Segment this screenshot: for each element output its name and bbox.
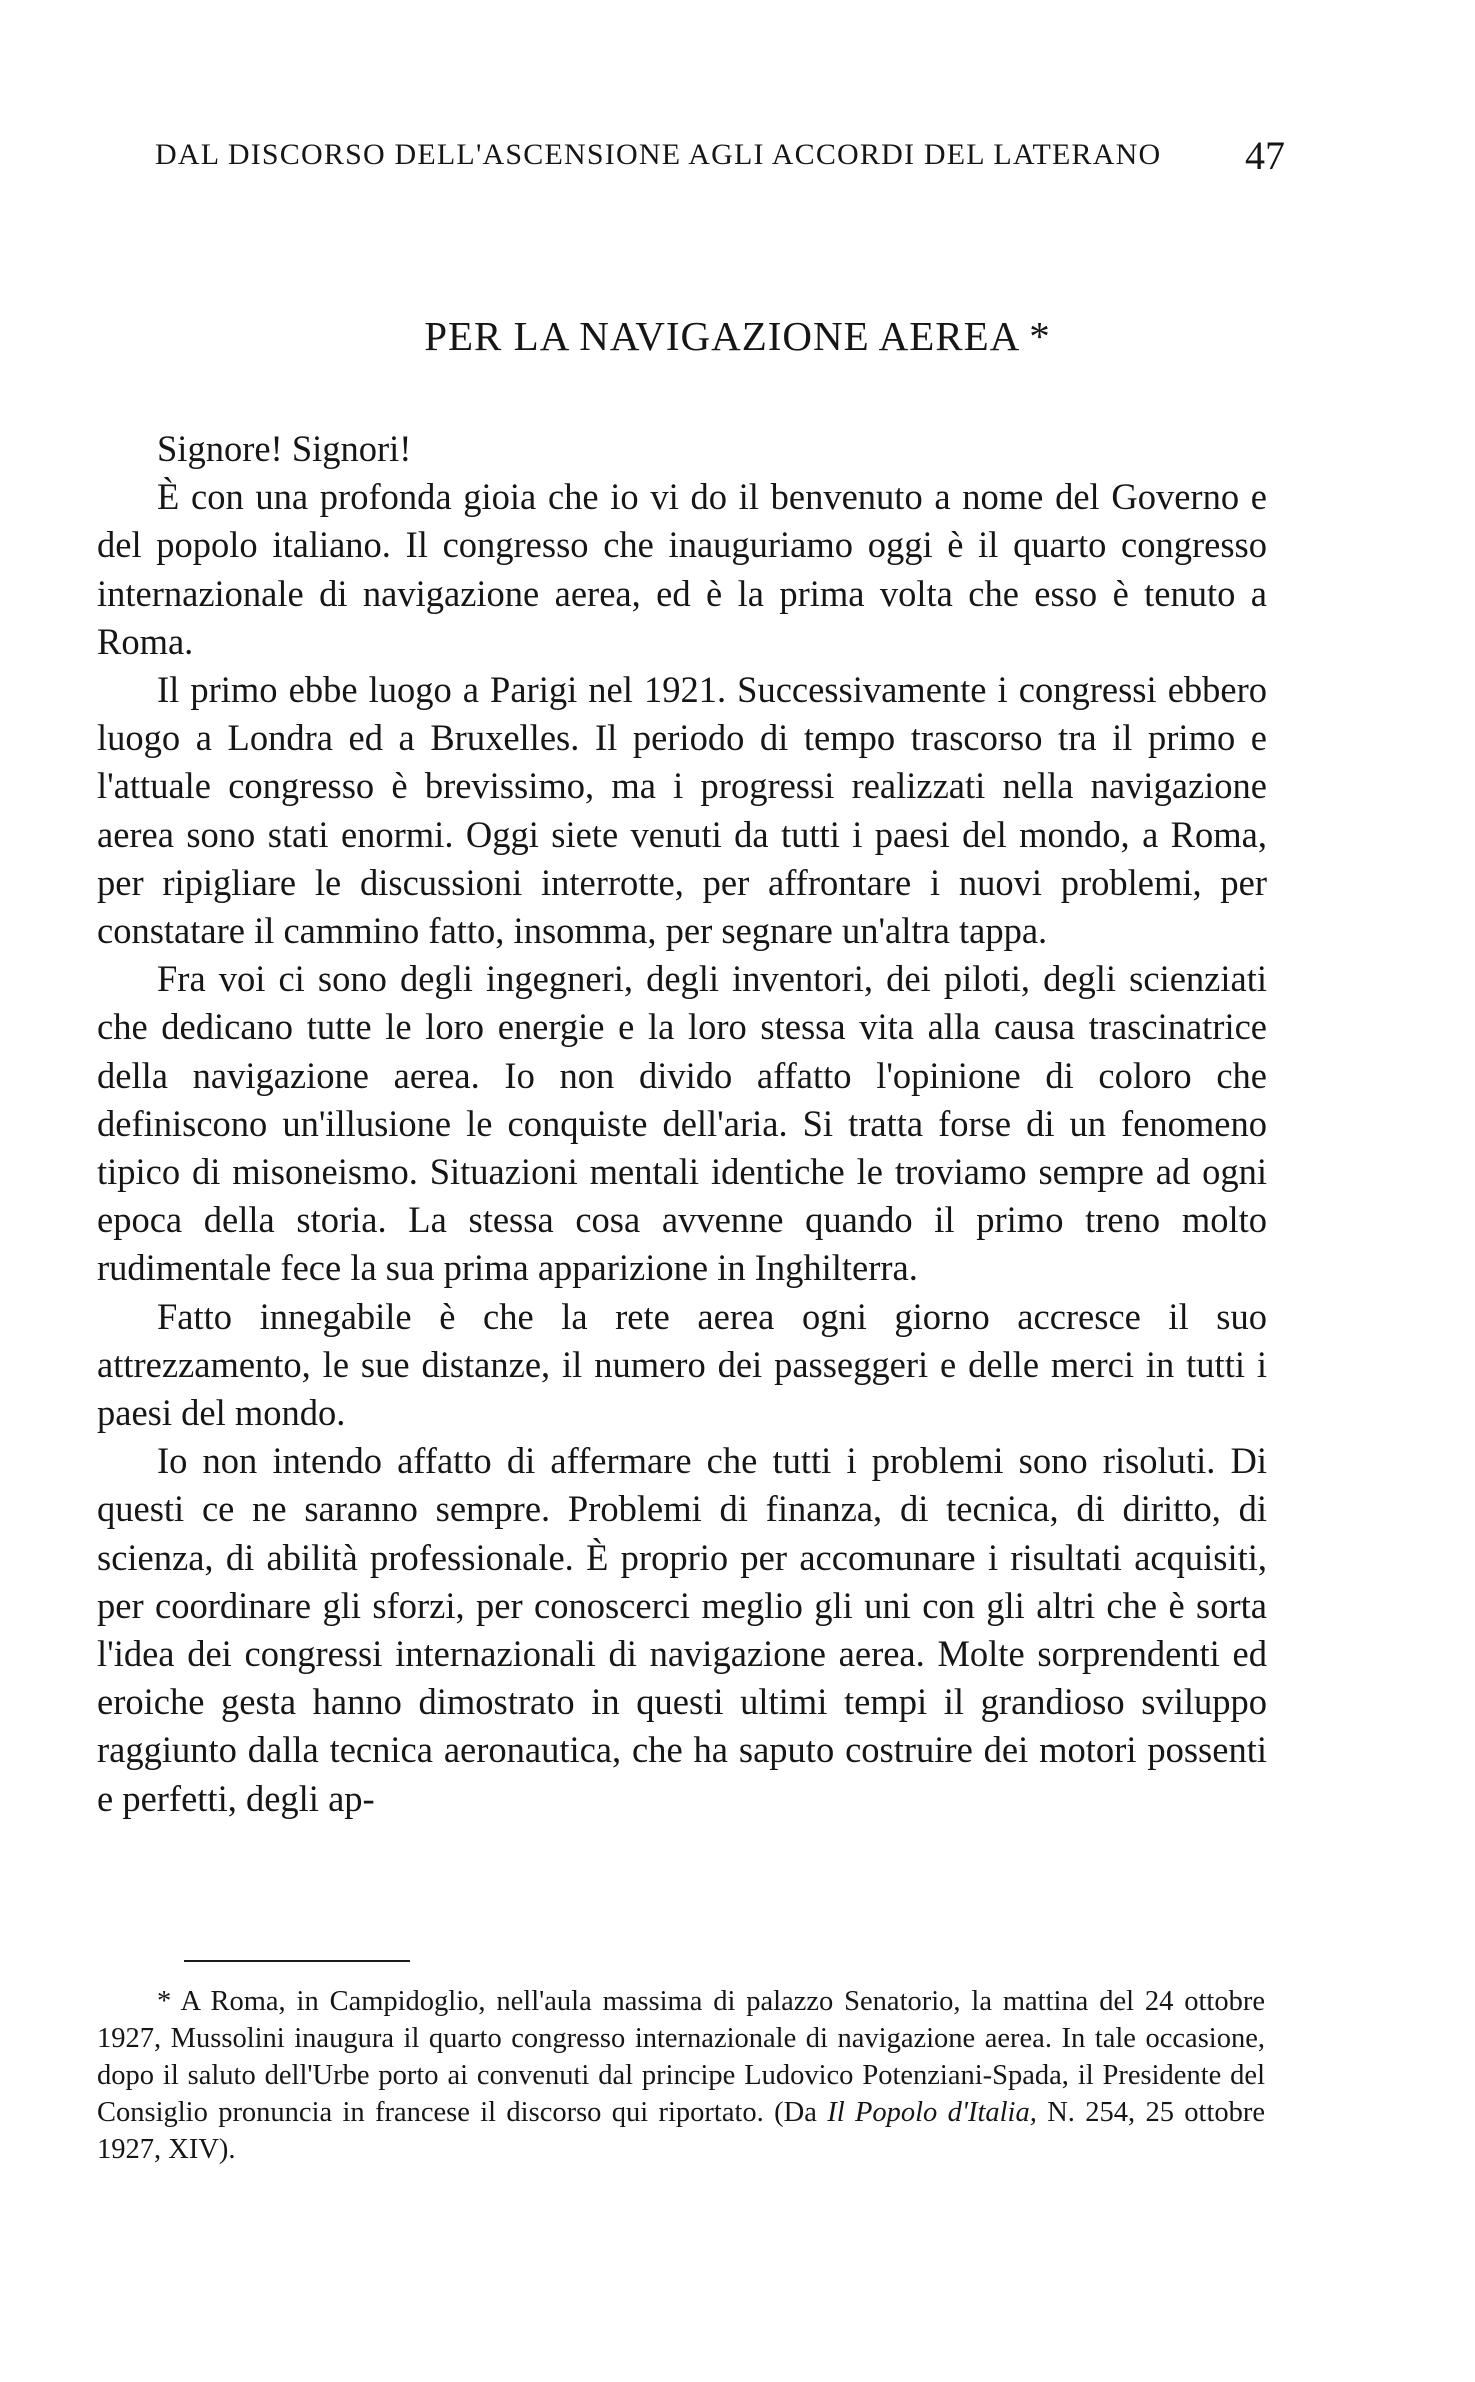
paragraph: Fatto innegabile è che la rete aerea ogni giorno accresce il suo attrezzamento, le sue distanze, il numero dei passeggeri e delle merci in tutti i paesi del mondo.	[97, 1295, 1267, 1434]
paragraph: È con una profonda gioia che io vi do il benvenuto a nome del Governo e del popolo italiano. Il congresso che inauguriamo oggi è il quarto congresso internazionale di navigazione aerea, ed è la prima volta che esso è tenuto a Roma.	[97, 476, 1267, 662]
running-header	[155, 133, 1285, 178]
footnote-divider	[184, 1960, 410, 1962]
paragraph: Io non intendo affatto di affermare che tutti i problemi sono risoluti. Di questi ce ne saranno sempre. Problemi di finanza, di tecnica, di diritto, di scienza, di abilità professionale. È proprio per accomunare i risultati acquisiti, per coordinare gli sforzi, per conoscerci meglio gli uni con gli altri che è sorta l'idea dei congressi internazionali di navigazione aerea. Molte sorprendenti ed eroiche gesta hanno dimostrato in questi ultimi tempi il grandioso sviluppo raggiunto dalla tecnica aeronautica, che ha saputo costruire dei motori possenti e perfetti, degli ap-	[97, 1440, 1267, 1819]
paragraph: Fra voi ci sono degli ingegneri, degli inventori, dei piloti, degli scienziati che dedicano tutte le loro energie e la loro stessa vita alla causa trascinatrice della navigazione aerea. Io non divido affatto l'opinione di coloro che definiscono un'illusione le conquiste dell'aria. Si tratta forse di un fenomeno tipico di misoneismo. Situazioni mentali identiche le troviamo sempre ad ogni epoca della storia. La stessa cosa avvenne quando il primo treno molto rudimentale fece la sua prima apparizione in Inghilterra.	[97, 958, 1267, 1289]
page-number: 47	[1245, 133, 1285, 178]
footnote	[97, 1983, 1265, 2168]
body-text	[97, 425, 1267, 1823]
paragraph-salutation: Signore! Signori!	[157, 428, 412, 469]
footnote-source-title: Il Popolo d'Italia,	[827, 2097, 1037, 2128]
paragraph: Il primo ebbe luogo a Parigi nel 1921. Successivamente i congressi ebbero luogo a Londra ed a Bruxelles. Il periodo di tempo trascorso tra il primo e l'attuale congresso è brevissimo, ma i progressi realizzati nella navigazione aerea sono stati enormi. Oggi siete venuti da tutti i paesi del mondo, a Roma, per ripigliare le discussioni interrotte, per affrontare i nuovi problemi, per constatare il cammino fatto, insomma, per segnare un'altra tappa.	[97, 669, 1267, 952]
article-title: PER LA NAVIGAZIONE AEREA *	[424, 313, 1051, 359]
running-title: DAL DISCORSO DELL'ASCENSIONE AGLI ACCORDI DEL LATERANO	[155, 138, 1162, 171]
footnote-source-details: N. 254, 25 ottobre 1927, XIV).	[97, 2097, 1266, 2165]
footnote-text: * A Roma, in Campidoglio, nell'aula massima di palazzo Senatorio, la mattina del 24 ottobre 1927, Mussolini inaugura il quarto congresso internazionale di navigazione aerea. In tale occasione, dopo il saluto dell'Urbe porto ai convenuti dal principe Ludovico Potenziani-Spada, il Presidente del Consiglio pronuncia in francese il discorso qui riportato. (Da	[97, 1986, 1265, 2128]
